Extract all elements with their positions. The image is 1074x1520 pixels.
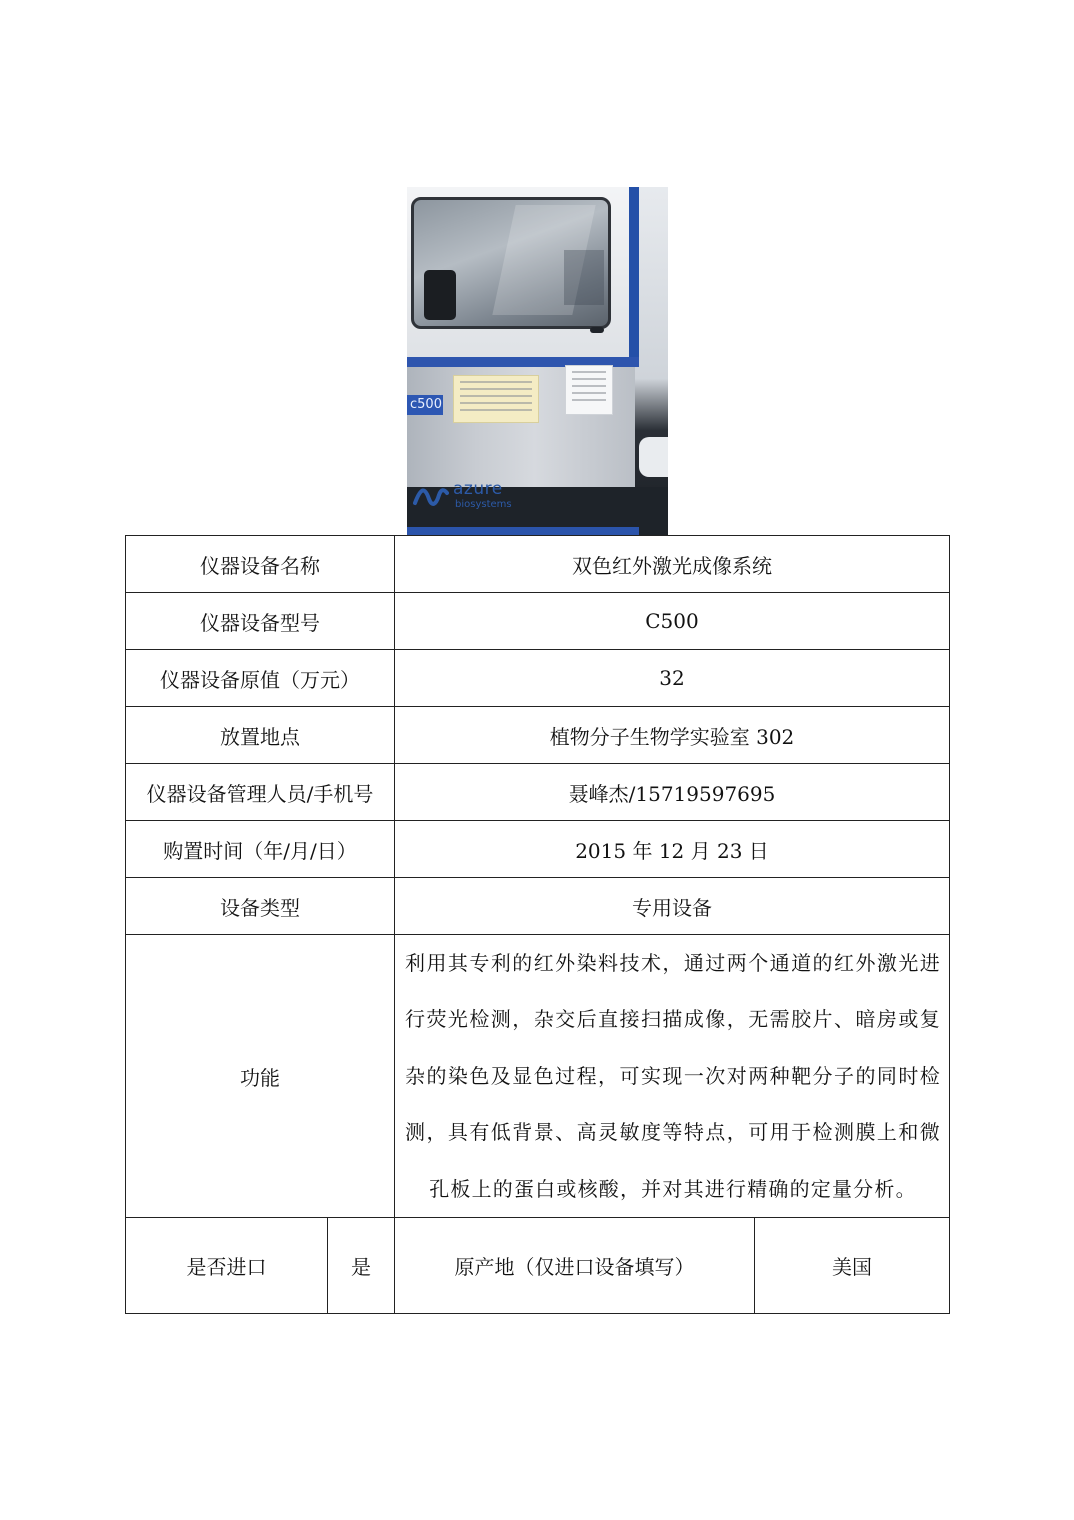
row-value: 32 [395, 650, 950, 707]
table-row [126, 536, 950, 593]
table-row [126, 878, 950, 935]
row-label: 购置时间（年/月/日） [126, 821, 395, 878]
brand-logo [413, 479, 543, 519]
table-row [126, 593, 950, 650]
origin-value: 美国 [755, 1218, 950, 1314]
row-label: 仪器设备名称 [126, 536, 395, 593]
model-badge: c500 [407, 395, 443, 415]
row-value: C500 [395, 593, 950, 650]
table-row [126, 764, 950, 821]
import-value: 是 [328, 1218, 395, 1314]
instrument-window [411, 197, 611, 329]
import-label: 是否进口 [126, 1218, 328, 1314]
function-row [126, 935, 950, 1218]
label-sticker [453, 375, 539, 423]
lid-button [590, 327, 604, 333]
row-value: 专用设备 [395, 878, 950, 935]
row-label: 仪器设备原值（万元） [126, 650, 395, 707]
instrument-lid [407, 187, 639, 357]
azure-logo-icon [413, 483, 449, 509]
origin-label: 原产地（仅进口设备填写） [395, 1218, 755, 1314]
function-label: 功能 [126, 935, 395, 1218]
import-row [126, 1218, 950, 1314]
equipment-info-table [125, 535, 950, 1314]
equipment-photo [407, 187, 668, 535]
table-row [126, 821, 950, 878]
background-wall [635, 187, 668, 535]
row-value: 双色红外激光成像系统 [395, 536, 950, 593]
row-value: 2015 年 12 月 23 日 [395, 821, 950, 878]
row-value: 聂峰杰/15719597695 [395, 764, 950, 821]
row-label: 仪器设备管理人员/手机号 [126, 764, 395, 821]
side-object [639, 437, 668, 477]
function-description: 利用其专利的红外染料技术，通过两个通道的红外激光进行荧光检测，杂交后直接扫描成像，无需胶片、暗房或复杂的染色及显色过程，可实现一次对两种靶分子的同时检测，具有低背景、高灵敏度等特点，可用于检测膜上和微孔板上的蛋白或核酸，并对其进行精确的定量分析。 [405, 951, 941, 1201]
label-sticker-2 [565, 365, 613, 415]
row-value: 植物分子生物学实验室 302 [395, 707, 950, 764]
brand-name: azure [453, 479, 503, 499]
bottom-band [407, 527, 639, 535]
row-label: 设备类型 [126, 878, 395, 935]
row-label: 仪器设备型号 [126, 593, 395, 650]
reflection-phone [424, 270, 456, 320]
brand-subtitle: biosystems [455, 499, 512, 510]
table-row [126, 707, 950, 764]
function-cell [395, 935, 950, 1218]
table-row [126, 650, 950, 707]
row-label: 放置地点 [126, 707, 395, 764]
